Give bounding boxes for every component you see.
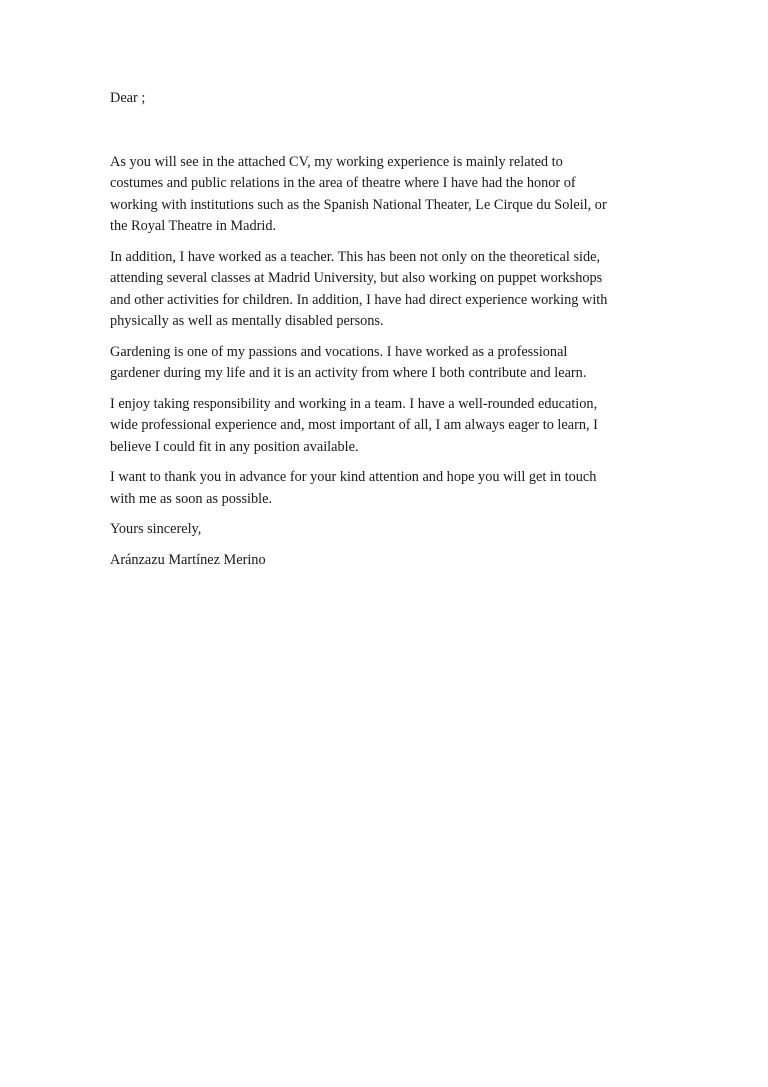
text-line: and other activities for children. In addition, I have had direct experience working with [110, 291, 608, 308]
closing: Yours sincerely, [110, 521, 202, 537]
paragraph-thanks [110, 467, 650, 510]
text-line: wide professional experience and, most important of all, I am always eager to learn, I [110, 417, 598, 433]
paragraph-gardening [110, 342, 650, 385]
text-line: believe I could fit in any position available. [110, 438, 359, 455]
text-line: with me as soon as possible. [110, 490, 273, 507]
paragraph-teamwork [110, 394, 650, 459]
text-line: attending several classes at Madrid University, but also working on puppet workshops [110, 270, 603, 286]
text-line: gardener during my life and it is an activity from where I both contribute and learn. [110, 365, 587, 381]
text-line: In addition, I have worked as a teacher. This has been not only on the theoretical side, [110, 248, 601, 265]
salutation: Dear ; [110, 90, 146, 106]
text-line: As you will see in the attached CV, my working experience is mainly related to [110, 153, 563, 170]
paragraph-experience [110, 152, 650, 238]
signature-name: Aránzazu Martínez Merino [110, 551, 266, 568]
text-line: physically as well as mentally disabled persons. [110, 313, 384, 329]
text-line: Gardening is one of my passions and vocations. I have worked as a professional [110, 343, 568, 360]
text-line: costumes and public relations in the area of theatre where I have had the honor of [110, 175, 576, 191]
text-line: working with institutions such as the Spanish National Theater, Le Cirque du Soleil, or [110, 196, 607, 213]
cover-letter [110, 88, 650, 571]
text-line: I enjoy taking responsibility and working in a team. I have a well-rounded education, [110, 395, 598, 412]
paragraph-teaching [110, 247, 650, 333]
text-line: I want to thank you in advance for your kind attention and hope you will get in touch [110, 469, 597, 485]
text-line: the Royal Theatre in Madrid. [110, 218, 277, 234]
